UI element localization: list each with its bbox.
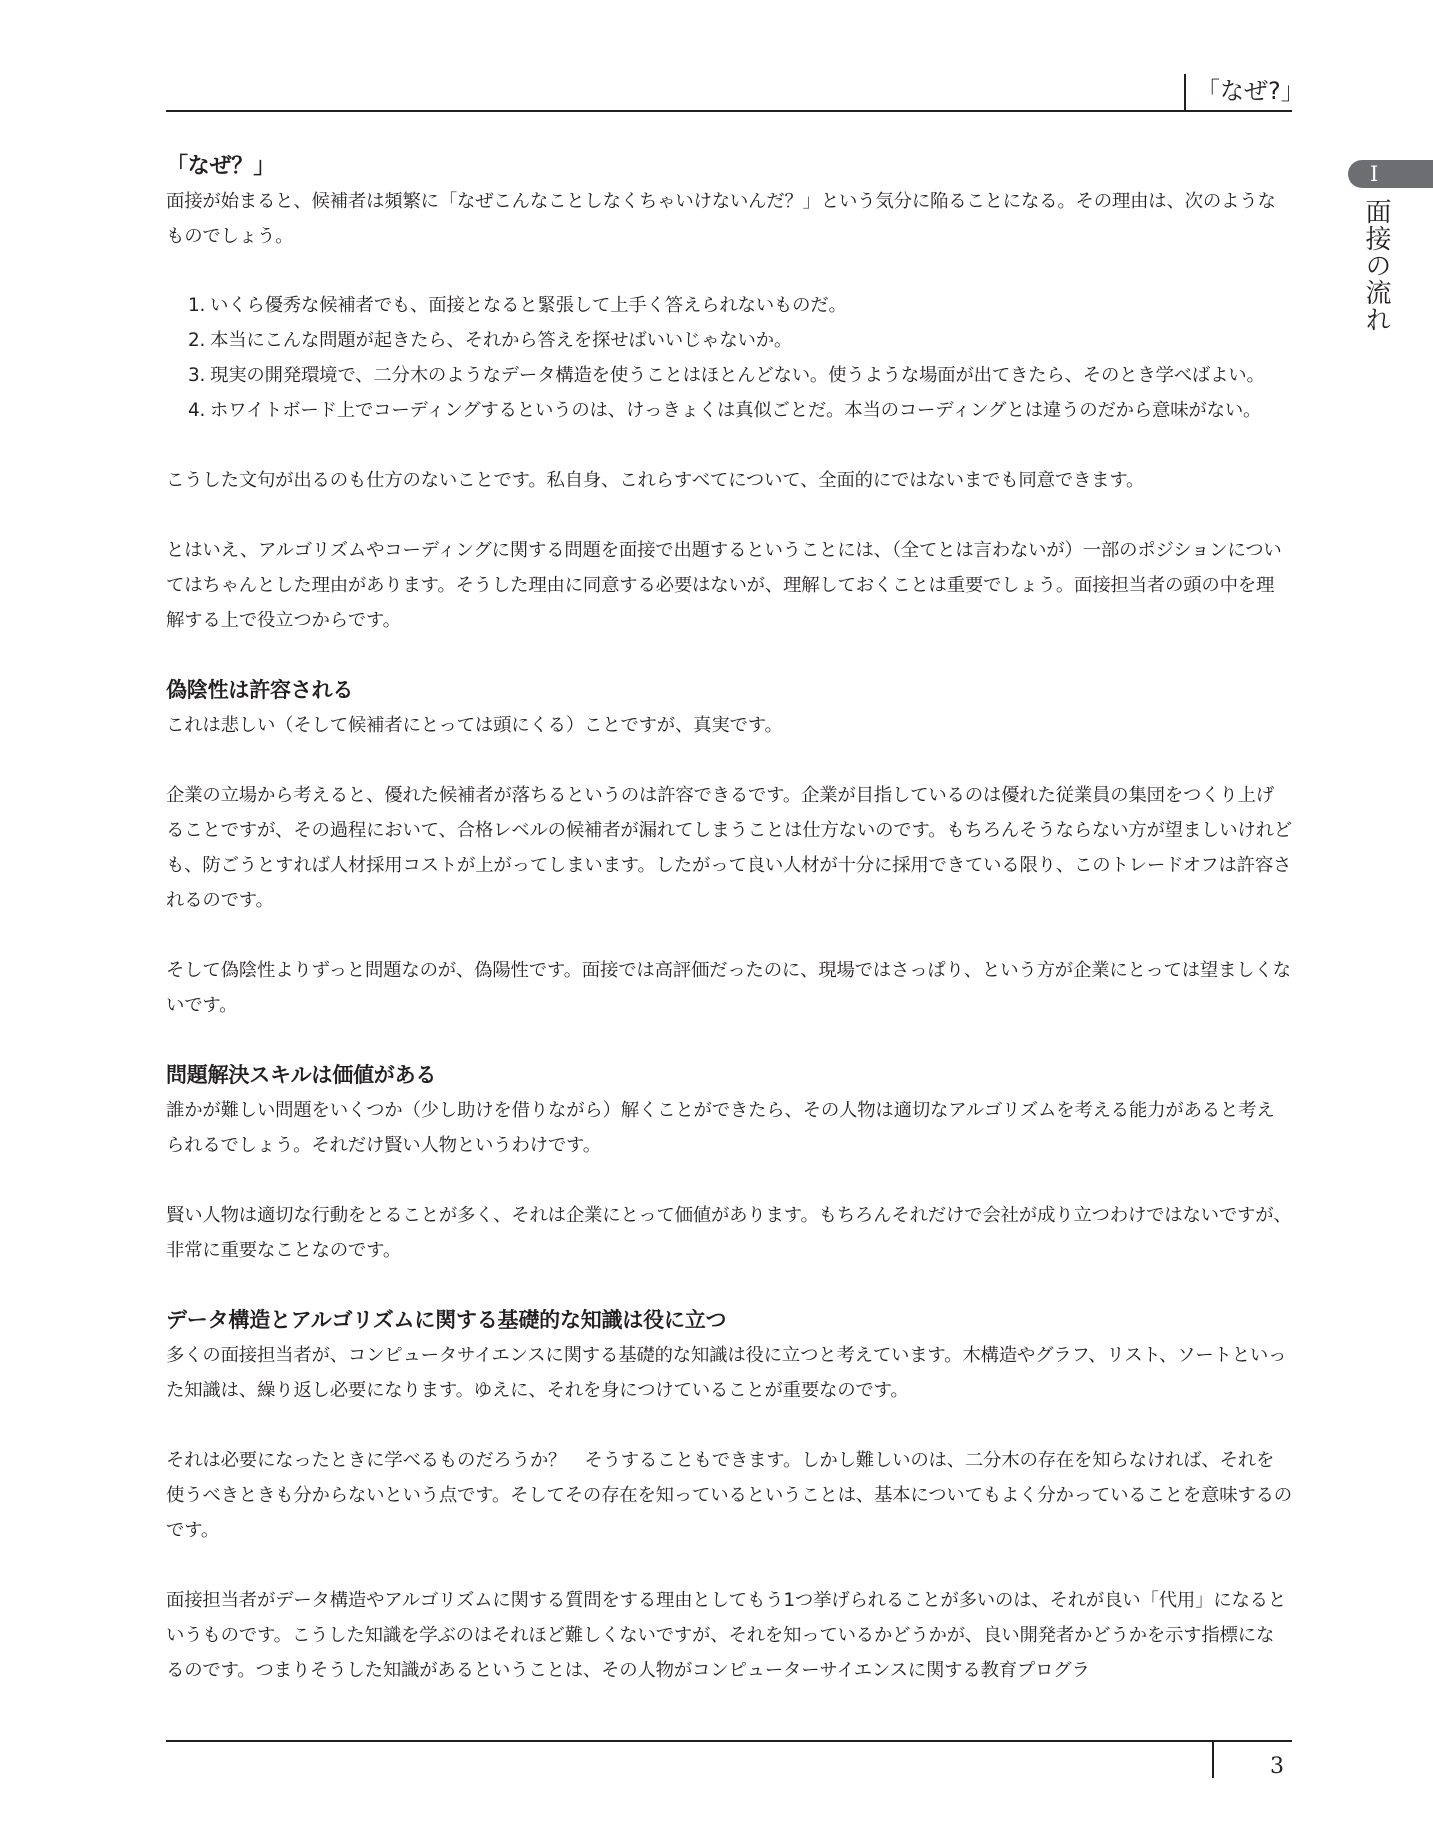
paragraph: それは必要になったときに学べるものだろうか？ そうすることもできます。しかし難しいのは、二分木の存在を知らなければ、それを使うべきときも分からないという点です。そしてその存在を知っているということは、基本についてもよく分かっていることを意味するのです。 [166,1450,1292,1541]
spacer [166,498,1292,533]
section-heading: 「なぜ？」 [166,154,276,179]
list-item [188,323,1292,358]
footer-separator [1212,1741,1214,1778]
list-item-text: ホワイトボード上でコーディングするというのは、けっきょくは真似ごとだ。本当のコーディングとは違うのだから意味がない。 [210,400,1262,421]
spacer [166,1408,1292,1443]
spacer [166,1163,1292,1198]
paragraph: 多くの面接担当者が、コンピュータサイエンスに関する基礎的な知識は役に立つと考えています。木構造やグラフ、リスト、ソートといった知識は、繰り返し必要になります。ゆえに、それを身につけていることが重要なのです。 [166,1345,1287,1401]
spacer [166,1548,1292,1583]
subsection-heading-data-structures: データ構造とアルゴリズムに関する基礎的な知識は役に立つ [166,1308,727,1332]
subsection-heading-problem-solving: 問題解決スキルは価値がある [166,1063,437,1087]
chapter-title-vertical: 面接の流れ [1361,198,1391,333]
list-item-text: 本当にこんな問題が起きたら、それから答えを探せばいいじゃないか。 [210,330,793,351]
spacer [166,1268,1292,1303]
spacer [166,638,1292,673]
spacer [166,918,1292,953]
paragraph: これは悲しい（そして候補者にとっては頭にくる）ことですが、真実です。 [166,715,783,736]
paragraph: 誰かが難しい問題をいくつか（少し助けを借りながら）解くことができたら、その人物は適切なアルゴリズムを考える能力があると考えられるでしょう。それだけ賢い人物というわけです。 [166,1100,1275,1156]
paragraph: 面接担当者がデータ構造やアルゴリズムに関する質問をする理由としてもう1つ挙げられることが多いのは、それが良い「代用」になるというものです。こうした知識を学ぶのはそれほど難しくないですが、それを知っているかどうかが、良い開発者かどうかを示す指標になるのです。つまりそうした知識があるということは、その人物がコンピューターサイエンスに関する教育プログラ [166,1590,1287,1681]
paragraph: こうした文句が出るのも仕方のないことです。私自身、これらすべてについて、全面的にではないまでも同意できます。 [166,470,1145,491]
list-item-text: 現実の開発環境で、二分木のようなデータ構造を使うことはほとんどない。使うような場面が出てきたら、そのとき学べばよい。 [210,365,1265,386]
list-item [188,358,1292,393]
paragraph: 賢い人物は適切な行動をとることが多く、それは企業にとって価値があります。もちろんそれだけで会社が成り立つわけではないですが、非常に重要なことなのです。 [166,1205,1292,1261]
list-item-number: 1. [188,295,206,316]
list-item [188,288,1292,323]
running-header-title: 「なぜ?」 [1196,77,1305,105]
header-rule [166,110,1292,112]
spacer [166,743,1292,778]
intro-paragraph: 面接が始まると、候補者は頻繁に「なぜこんなことしなくちゃいけないんだ？」という気分に陥ることになる。その理由は、次のようなものでしょう。 [166,191,1276,247]
page-number: 3 [1270,1754,1284,1779]
subsection-heading-false-negative: 偽陰性は許容される [166,678,354,702]
chapter-number-tab: I [1348,160,1433,188]
list-item [188,393,1292,428]
spacer [166,428,1292,463]
complaint-list [166,288,1292,428]
main-content [166,150,1292,1688]
spacer [166,254,1292,288]
paragraph: とはいえ、アルゴリズムやコーディングに関する問題を面接で出題するということには、（全てとは言わないが）一部のポジションについてはちゃんとした理由があります。そうした理由に同意する必要はないが、理解しておくことは重要でしょう。面接担当者の頭の中を理解する上で役立つからです。 [166,540,1282,631]
paragraph: 企業の立場から考えると、優れた候補者が落ちるというのは許容できるです。企業が目指しているのは優れた従業員の集団をつくり上げることですが、その過程において、合格レベルの候補者が漏れてしまうことは仕方ないのです。もちろんそうならない方が望ましいけれども、防ごうとすれば人材採用コストが上がってしまいます。したがって良い人材が十分に採用できている限り、このトレードオフは許容されるのです。 [166,785,1292,911]
list-item-number: 3. [188,365,206,386]
list-item-number: 4. [188,400,206,421]
header-separator [1184,74,1186,111]
list-item-number: 2. [188,330,206,351]
footer-rule [166,1740,1292,1742]
list-item-text: いくら優秀な候補者でも、面接となると緊張して上手く答えられないものだ。 [210,295,847,316]
spacer [166,1023,1292,1058]
paragraph: そして偽陰性よりずっと問題なのが、偽陽性です。面接では高評価だったのに、現場ではさっぱり、という方が企業にとっては望ましくないです。 [166,960,1291,1016]
